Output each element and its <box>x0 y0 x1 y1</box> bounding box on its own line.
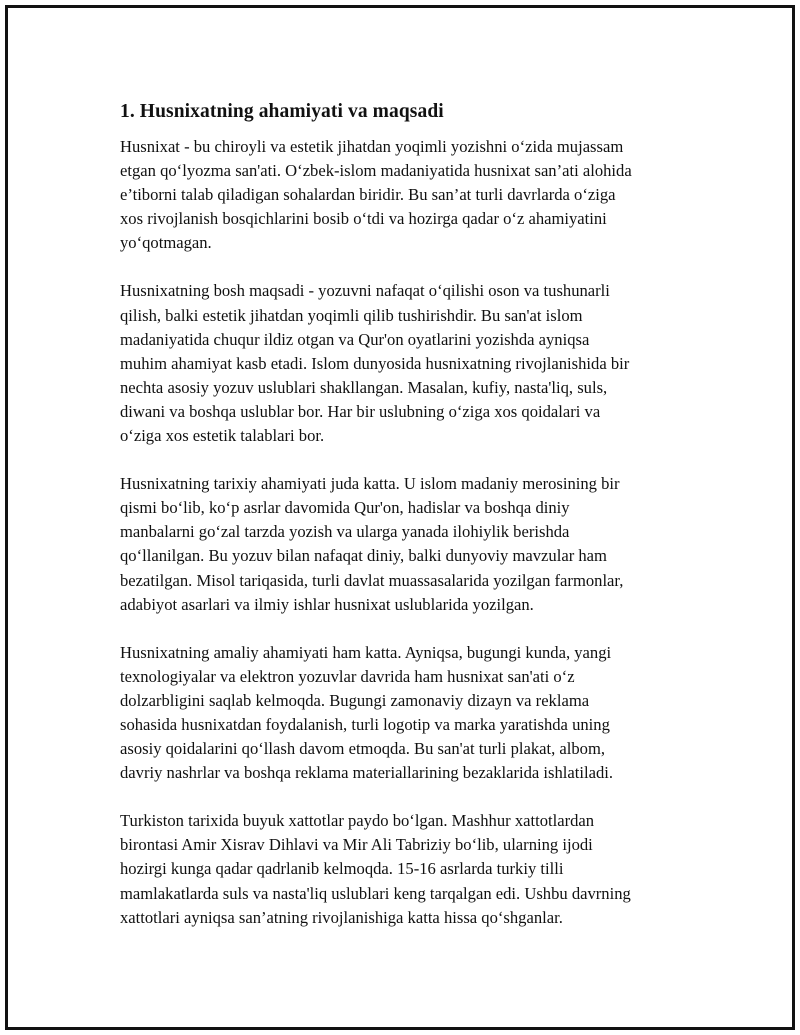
page-border <box>5 5 795 1030</box>
paragraph-3: Husnixatning tarixiy ahamiyati juda katta. U islom madaniy merosining bir qismi boʻlib, koʻp asrlar davomida Qur'on, hadislar va boshqa diniy manbalarni goʻzal tarzda yozish va ularga yanada ilohiylik berishda qoʻllanilgan. Bu yozuv bilan nafaqat diniy, balki dunyoviy mavzular ham bezatilgan. Misol tariqasida, turli davlat muassasalarida yozilgan farmonlar, adabiyot asarlari va ilmiy ishlar husnixat uslublarida yozilgan. <box>120 474 624 614</box>
paragraph-4: Husnixatning amaliy ahamiyati ham katta. Ayniqsa, bugungi kunda, yangi texnologiyalar va elektron yozuvlar davrida ham husnixat san'ati oʻz dolzarbligini saqlab kelmoqda. Bugungi zamonaviy dizayn va reklama sohasida husnixatdan foydalanish, turli logotip va marka yaratishda uning asosiy qoidalarini qoʻllash davom etmoqda. Bu san'at turli plakat, albom, davriy nashrlar va boshqa reklama materiallarining bezaklarida ishlatiladi. <box>120 642 614 783</box>
document-body <box>120 99 700 954</box>
paragraph-1: Husnixat - bu chiroyli va estetik jihatdan yoqimli yozishni oʻzida mujassam etgan qoʻlyozma san'ati. Oʻzbek-islom madaniyatida husnixat san’ati alohida e’tiborni talab qiladigan sohalardan biridir. Bu san’at turli davrlarda oʻziga xos rivojlanish bosqichlarini bosib oʻtdi va hozirga qadar oʻz ahamiyatini yoʻqotmagan. <box>120 137 632 253</box>
paragraph-5: Turkiston tarixida buyuk xattotlar paydo boʻlgan. Mashhur xattotlardan birontasi Amir Xisrav Dihlavi va Mir Ali Tabriziy boʻlib, ularning ijodi hozirgi kunga qadar qadrlanib kelmoqda. 15-16 asrlarda turkiy tilli mamlakatlarda suls va nasta'liq uslublari keng tarqalgan edi. Ushbu davrning xattotlari ayniqsa san’atning rivojlanishiga katta hissa qoʻshganlar. <box>120 811 631 927</box>
paragraph-2: Husnixatning bosh maqsadi - yozuvni nafaqat oʻqilishi oson va tushunarli qilish, balki estetik jihatdan yoqimli qilib tushirishdir. Bu san'at islom madaniyatida chuqur ildiz otgan va Qur'on oyatlarini yozishda ayniqsa muhim ahamiyat kasb etadi. Islom dunyosida husnixatning rivojlanishida bir nechta asosiy yozuv uslublari shakllangan. Masalan, kufiy, nasta'liq, suls, diwani va boshqa uslublar bor. Har bir uslubning oʻziga xos qoidalari va oʻziga xos estetik talablari bor. <box>120 281 630 446</box>
section-heading: 1. Husnixatning ahamiyati va maqsadi <box>120 101 444 122</box>
